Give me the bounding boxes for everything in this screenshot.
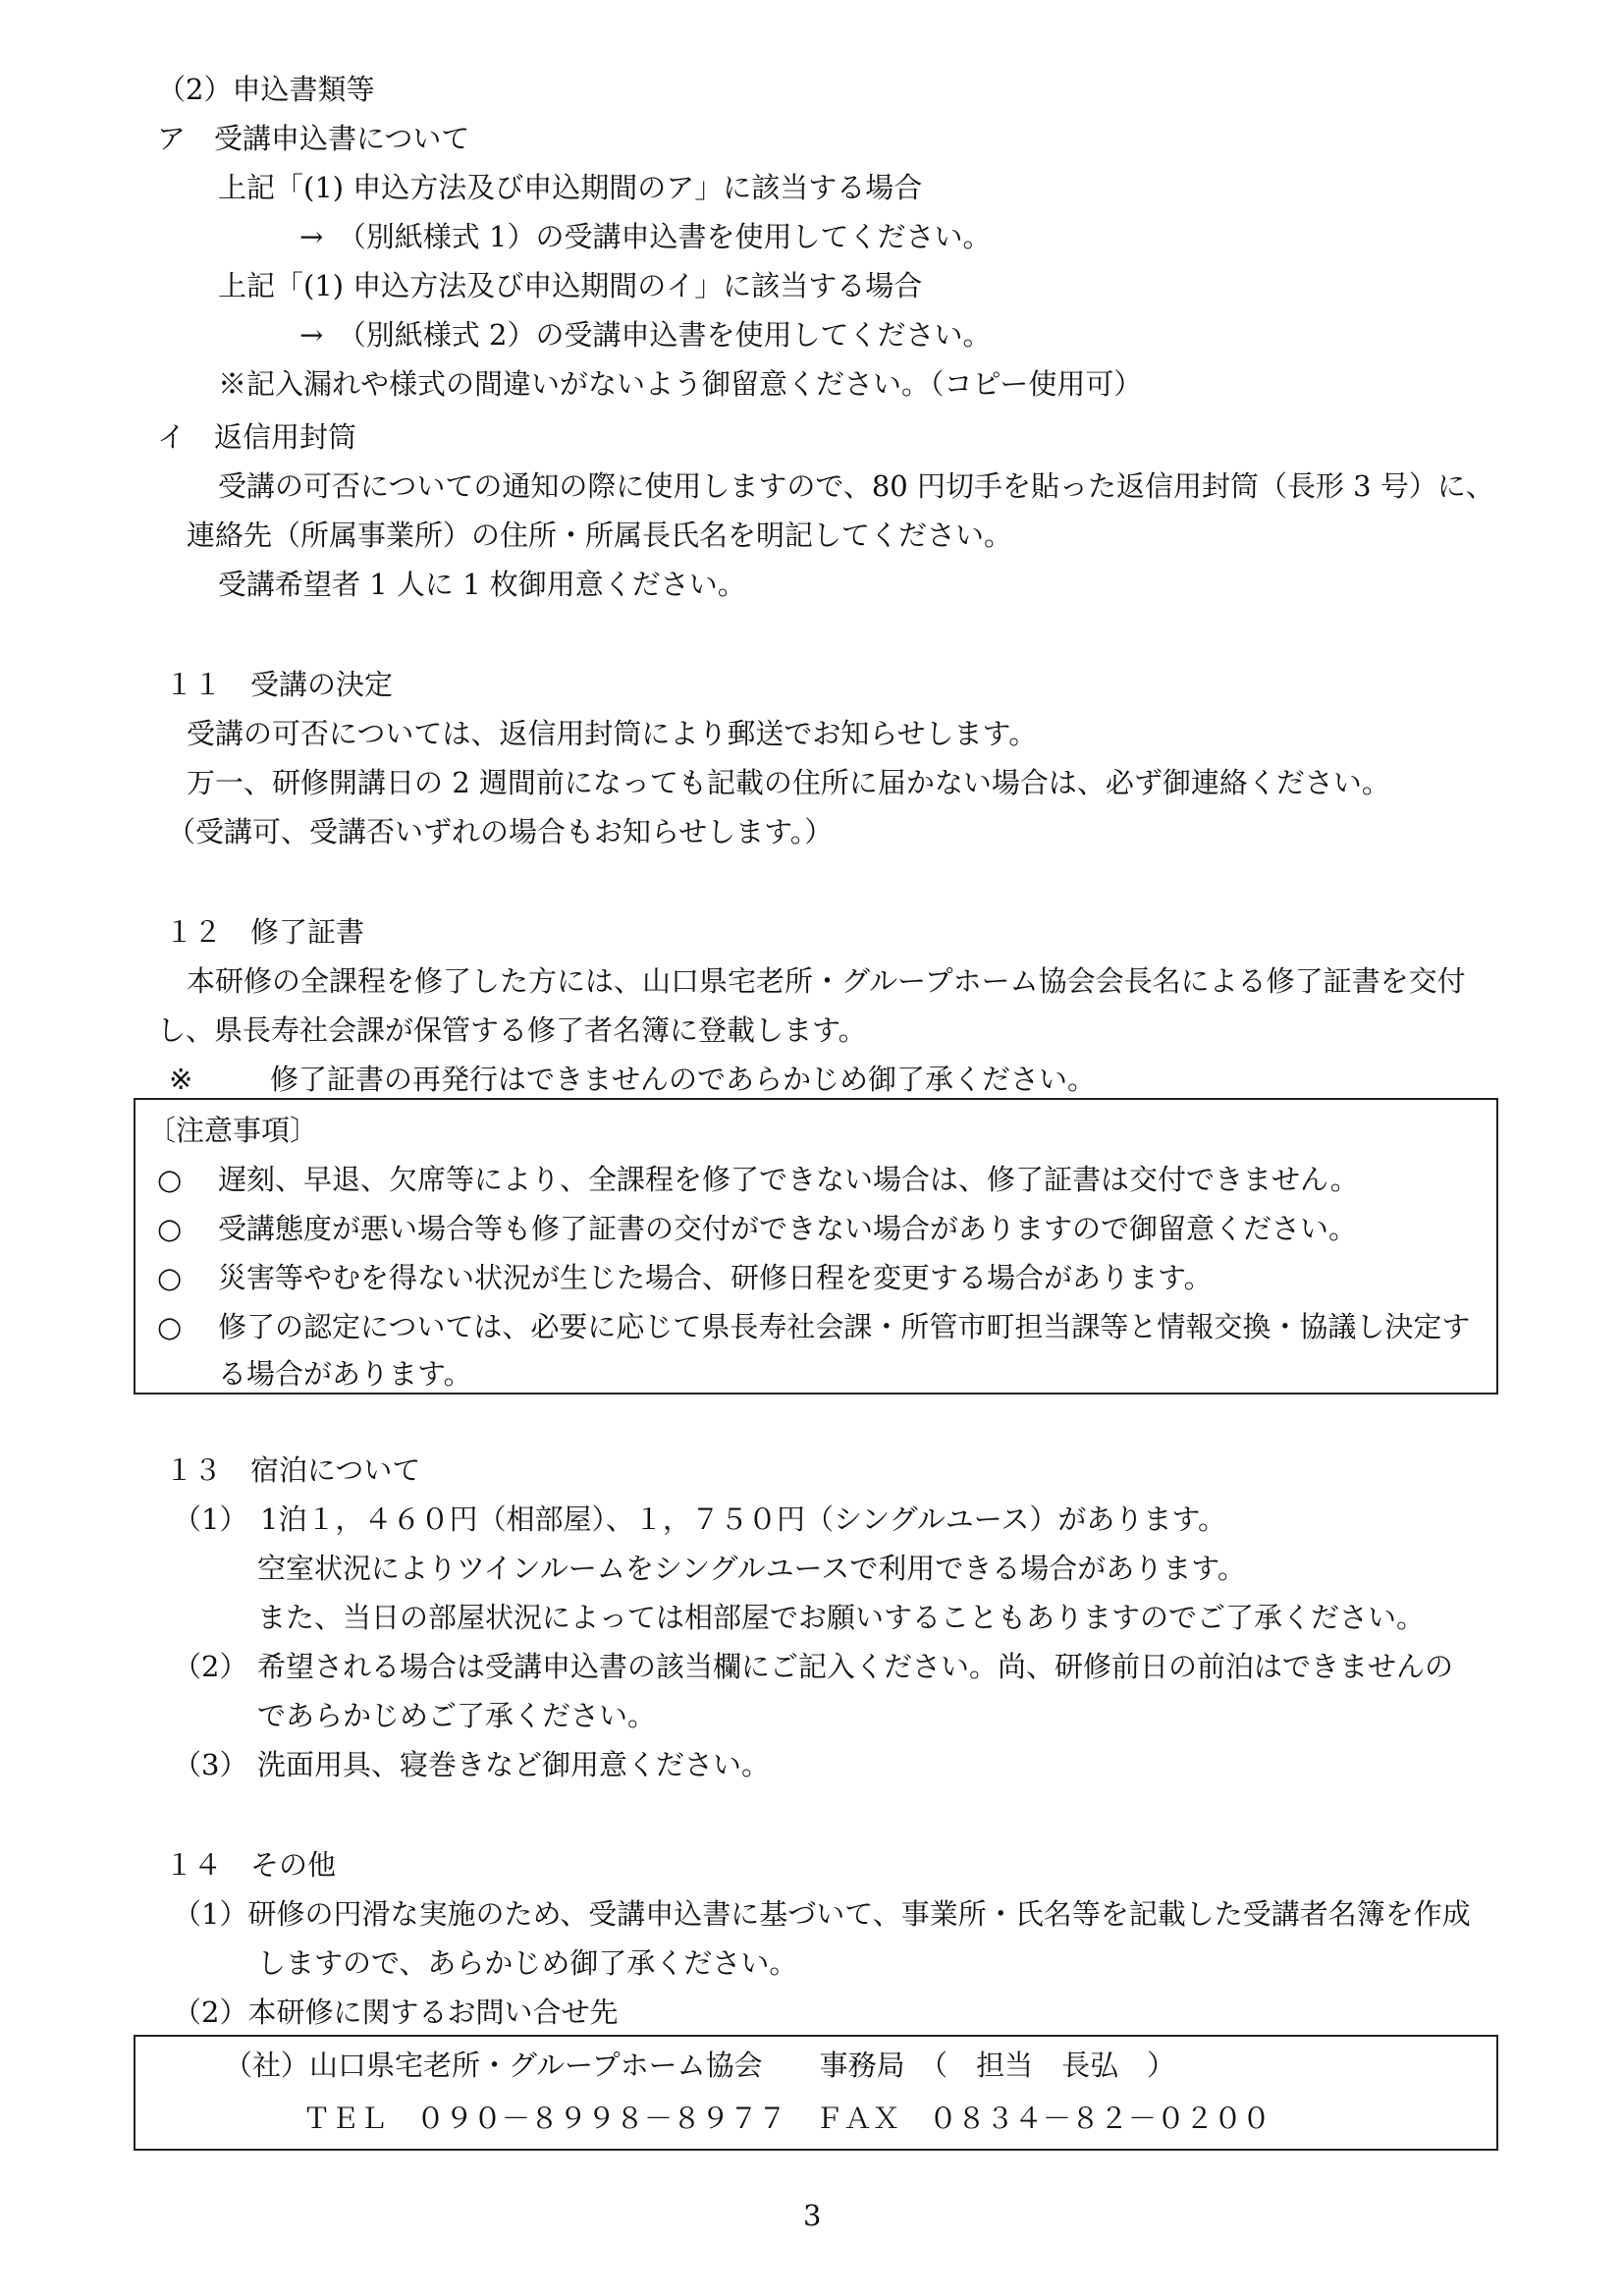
section-heading-other: １４ その他	[165, 1848, 337, 1882]
text-line: 1泊１，４６０円（相部屋）、１，７５０円（シングルユース）があります。	[260, 1503, 1227, 1536]
text-line: しますので、あらかじめ御了承ください。	[257, 1946, 798, 1980]
text-line: し、県長寿社会課が保管する修了者名簿に登載します。	[157, 1013, 867, 1047]
text-line: であらかじめご了承ください。	[257, 1699, 657, 1732]
text-line: → （別紙様式 2）の受講申込書を使用してください。	[299, 318, 992, 352]
text-line: → （別紙様式 1）の受講申込書を使用してください。	[299, 220, 992, 253]
text-line: 洗面用具、寝巻きなど御用意ください。	[257, 1748, 771, 1781]
text-line: 受講の可否については、返信用封筒により郵送でお知らせします。	[187, 717, 1038, 750]
section-heading-certificate: １２ 修了証書	[165, 915, 365, 949]
note-mark: ※	[169, 1063, 193, 1096]
section-heading-application-documents: （2）申込書類等	[157, 73, 375, 106]
notice-title: 〔注意事項〕	[147, 1114, 319, 1147]
bullet-icon: ○	[157, 1261, 183, 1294]
text-line: 万一、研修開講日の 2 週間前になっても記載の住所に届かない場合は、必ず御連絡ください。	[187, 766, 1390, 799]
text-line: （受講可、受講否いずれの場合もお知らせします。）	[167, 815, 834, 848]
bullet-icon: ○	[157, 1310, 183, 1343]
section-heading-lodging: １３ 宿泊について	[165, 1453, 421, 1487]
contact-organization: （社）山口県宅老所・グループホーム協会 事務局 （ 担当 長弘 ）	[224, 2049, 1176, 2082]
text-line: 受講希望者 1 人に 1 枚御用意ください。	[218, 568, 746, 601]
notice-item: 災害等やむを得ない状況が生じた場合、研修日程を変更する場合があります。	[218, 1261, 1213, 1294]
bullet-icon: ○	[157, 1212, 183, 1245]
text-line: 上記「(1) 申込方法及び申込期間のア」に該当する場合	[218, 171, 923, 204]
section-heading-decision: １１ 受講の決定	[165, 668, 394, 701]
notice-item: 修了の認定については、必要に応じて県長寿社会課・所管市町担当課等と情報交換・協議し決定す	[218, 1310, 1471, 1343]
text-line: 連絡先（所属事業所）の住所・所属長氏名を明記してください。	[187, 519, 1013, 552]
text-line: 本研修の全課程を修了した方には、山口県宅老所・グループホーム協会会長名による修了証書を交付	[187, 964, 1466, 998]
page-number: 3	[803, 2199, 822, 2232]
contact-phone-fax: ＴＥＬ ０９０－８９９８－８９７７ ＦＡＸ ０８３４－８２－０２００	[302, 2102, 1271, 2135]
item-number: （3）	[173, 1748, 248, 1781]
text-line: 希望される場合は受講申込書の該当欄にご記入ください。尚、研修前日の前泊はできませんの	[257, 1650, 1454, 1683]
item-number: （2）	[173, 1650, 248, 1683]
item-number: （1）	[173, 1503, 248, 1536]
text-line: （1）研修の円滑な実施のため、受講申込書に基づいて、事業所・氏名等を記載した受講者名簿を作成	[173, 1897, 1471, 1931]
notice-item: 遅刻、早退、欠席等により、全課程を修了できない場合は、修了証書は交付できません。	[218, 1163, 1359, 1196]
notice-item-continuation: る場合があります。	[218, 1357, 472, 1391]
subsection-a-label: ア 受講申込書について	[157, 122, 470, 155]
text-line: 空室状況によりツインルームをシングルユースで利用できる場合があります。	[257, 1552, 1246, 1585]
text-line: 受講の可否についての通知の際に使用しますので、80 円切手を貼った返信用封筒（長形 3 号）に、	[218, 469, 1494, 503]
note-line: 修了証書の再発行はできませんのであらかじめ御了承ください。	[270, 1063, 1097, 1096]
text-line: 上記「(1) 申込方法及び申込期間のイ」に該当する場合	[218, 269, 923, 302]
notice-item: 受講態度が悪い場合等も修了証書の交付ができない場合がありますので御留意ください。	[218, 1212, 1358, 1245]
bullet-icon: ○	[157, 1163, 183, 1196]
note-line: ※記入漏れや様式の間違いがないよう御留意ください。（コピー使用可）	[218, 367, 1143, 401]
text-line: また、当日の部屋状況によっては相部屋でお願いすることもありますのでご了承ください。	[257, 1601, 1426, 1634]
subsection-i-label: イ 返信用封筒	[157, 420, 357, 454]
text-line: （2）本研修に関するお問い合せ先	[173, 1995, 619, 2029]
